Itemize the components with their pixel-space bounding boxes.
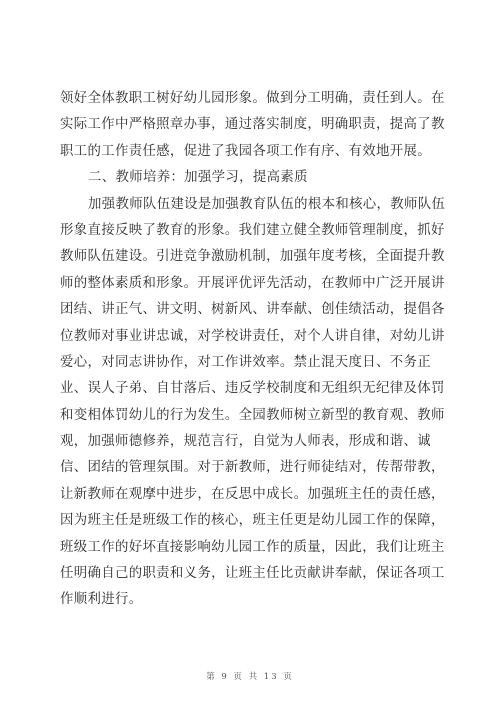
paragraph-line: 职工的工作责任感，促进了我园各项工作有序、有效地开展。 [60,143,431,159]
paragraph-line: 让新教师在观摩中进步，在反思中成长。加强班主任的责任感， [60,486,445,502]
page-number-footer: 第 9 页 共 13 页 [206,672,294,682]
paragraph-line: 任明确自己的职责和义务，让班主任比贡献讲奉献，保证各项工 [60,566,445,582]
paragraph-intro [60,86,444,165]
paragraph-line: 形象直接反映了教育的形象。我们建立健全教师管理制度，抓好 [60,222,445,238]
paragraph-line: 爱心，对同志讲协作，对工作讲效率。禁止混天度日、不务正 [60,354,431,370]
paragraph-line: 团结、讲正气、讲文明、树新风、讲奉献、创佳绩活动，提倡各 [60,302,445,318]
paragraph-line: 信、团结的管理氛围。对于新教师，进行师徒结对，传帮带教， [60,460,445,476]
paragraph-line: 领好全体教职工树好幼儿园形象。做到分工明确，责任到人。在 [60,91,445,106]
paragraph-line: 实际工作中严格照章办事，通过落实制度，明确职责，提高了教 [60,117,445,133]
paragraph-line: 加强教师队伍建设是加强教育队伍的根本和核心，教师队伍 [88,196,446,212]
paragraph-line: 师的整体素质和形象。开展评优评先活动，在教师中广泛开展讲 [60,275,445,291]
paragraph-teacher-training [60,192,444,614]
paragraph-line: 因为班主任是班级工作的核心，班主任更是幼儿园工作的保障， [60,513,445,529]
paragraph-line: 位教师对事业讲忠诚，对学校讲责任，对个人讲自律，对幼儿讲 [60,328,445,344]
paragraph-line: 班级工作的好坏直接影响幼儿园工作的质量，因此，我们让班主 [60,539,445,555]
paragraph-line: 观，加强师德修养，规范言行，自觉为人师表，形成和谐、诚 [60,434,431,450]
paragraph-line: 业、误人子弟、自甘落后、违反学校制度和无组织无纪律及体罚 [60,381,445,397]
paragraph-line: 和变相体罚幼儿的行为发生。全园教师树立新型的教育观、教师 [60,407,445,423]
paragraph-line: 作顺利进行。 [60,592,143,608]
section-heading: 二、教师培养：加强学习，提高素质 [88,170,308,186]
paragraph-line: 教师队伍建设。引进竞争激励机制，加强年度考核，全面提升教 [60,249,445,265]
page-body [60,86,444,614]
